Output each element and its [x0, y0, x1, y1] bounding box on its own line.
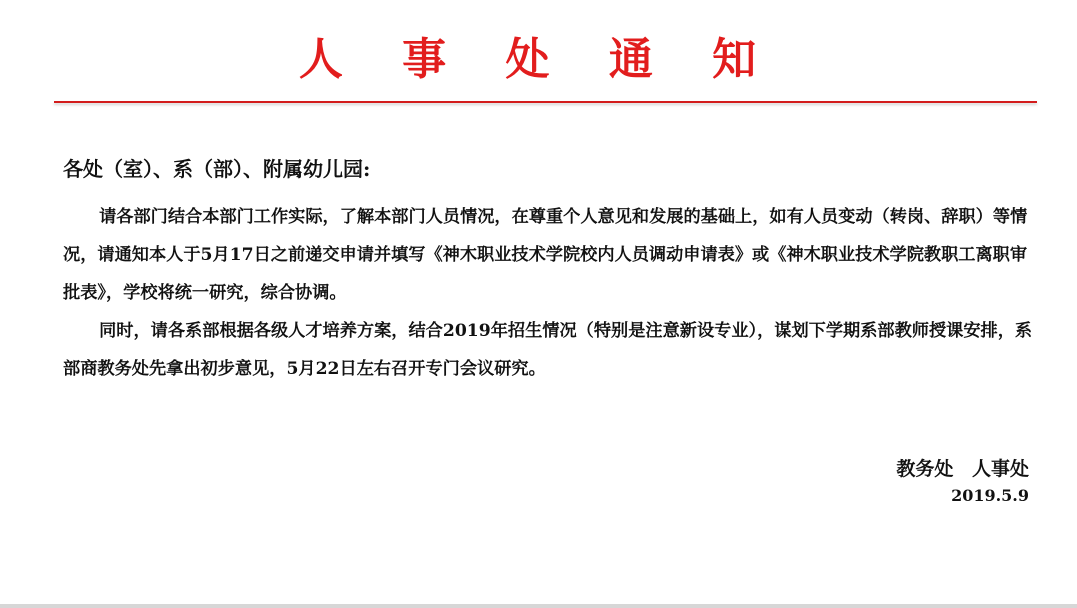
bottom-edge: [0, 604, 1077, 608]
title-divider: [54, 101, 1037, 103]
paragraph-1: 请各部门结合本部门工作实际，了解本部门人员情况，在尊重个人意见和发展的基础上，如有人员变动（转岗、辞职）等情况，请通知本人于5月17日之前递交申请并填写《神木职业技术学院校内人员调动申请表》或《神木职业技术学院教职工离职审批表》，学校将统一研究，综合协调。: [63, 207, 1028, 303]
signature-departments: 教务处 人事处: [896, 458, 1029, 480]
paragraph-2: 同时，请各系部根据各级人才培养方案，结合2019年招生情况（特别是注意新设专业），谋划下学期系部教师授课安排，系部商教务处先拿出初步意见，5月22日左右召开专门会议研究。: [63, 321, 1033, 379]
signature-block: [896, 454, 1029, 508]
notice-title: 人 事 处 通 知: [298, 34, 779, 85]
signature-date: 2019.5.9: [951, 486, 1029, 505]
salutation: 各处（室）、系（部）、附属幼儿园:: [63, 157, 371, 181]
notice-body: [63, 198, 1035, 388]
